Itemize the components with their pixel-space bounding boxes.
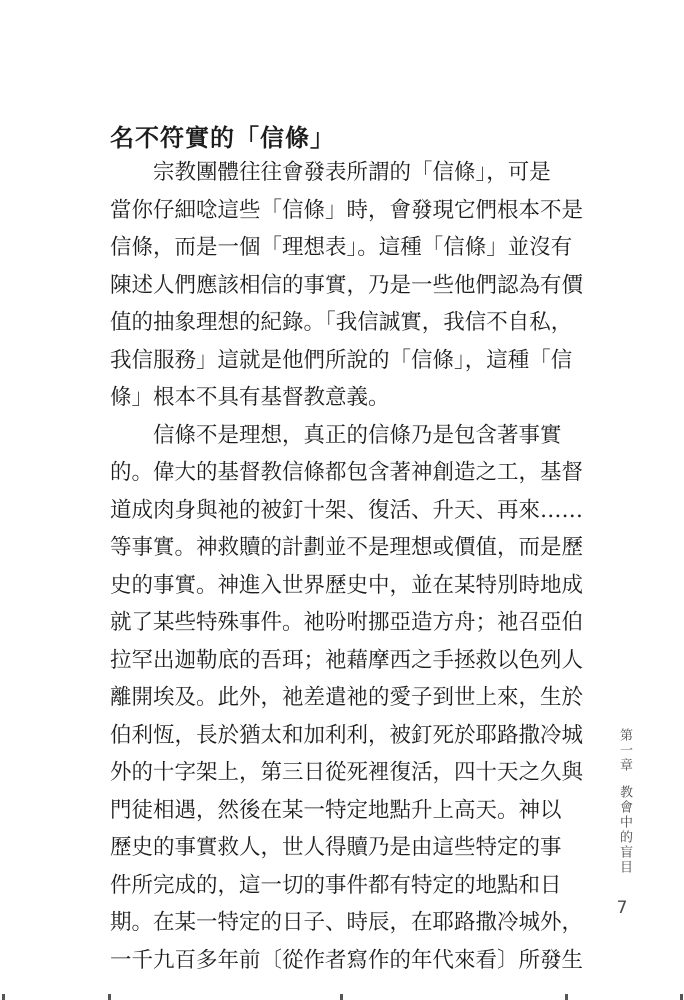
text-line: 我信服務」這就是他們所說的「信條」，這種「信 bbox=[110, 347, 573, 373]
text-line: 史的事實。神進入世界歷史中，並在某特別時地成 bbox=[110, 572, 584, 598]
page-number: 7 bbox=[616, 898, 628, 918]
side-chapter-title: 教會中的盲目 bbox=[617, 785, 632, 875]
section-heading: 名不符實的「信條」 bbox=[110, 123, 335, 152]
text-line: 期。在某一特定的日子、時辰，在耶路撒冷城外， bbox=[110, 910, 584, 935]
crop-mark bbox=[565, 994, 568, 1000]
side-running-header bbox=[615, 728, 634, 875]
crop-mark bbox=[680, 994, 683, 1000]
text-line: 條」根本不具有基督教意義。 bbox=[110, 385, 390, 410]
text-line: 陳述人們應該相信的事實，乃是一些他們認為有價 bbox=[110, 272, 584, 298]
text-line: 信條不是理想，真正的信條乃是包含著事實 bbox=[110, 422, 562, 448]
text-line: 值的抽象理想的紀錄。「我信誠實，我信不自私， bbox=[110, 310, 573, 335]
text-line: 外的十字架上，第三日從死裡復活，四十天之久與 bbox=[110, 760, 584, 785]
crop-mark bbox=[340, 994, 343, 1000]
text-line: 道成肉身與祂的被釘十架、復活、升天、再來…… bbox=[110, 497, 584, 523]
text-line: 件所完成的，這一切的事件都有特定的地點和日 bbox=[110, 872, 562, 898]
text-line: 離開埃及。此外，祂差遣祂的愛子到世上來，生於 bbox=[110, 685, 584, 710]
text-line: 宗教團體往往會發表所謂的「信條」，可是 bbox=[110, 160, 551, 185]
crop-mark bbox=[108, 994, 111, 1000]
text-line: 等事實。神救贖的計劃並不是理想或價值，而是歷 bbox=[110, 535, 584, 560]
text-line: 一千九百多年前〔從作者寫作的年代來看〕所發生 bbox=[110, 947, 584, 973]
body-text bbox=[110, 154, 584, 979]
text-line: 當你仔細唸這些「信條」時，會發現它們根本不是 bbox=[110, 197, 584, 223]
text-line: 伯利恆，長於猶太和加利利，被釘死於耶路撒冷城 bbox=[110, 722, 584, 748]
text-line: 的。偉大的基督教信條都包含著神創造之工，基督 bbox=[110, 460, 584, 485]
text-line: 拉罕出迦勒底的吾珥；祂藉摩西之手拯救以色列人 bbox=[110, 647, 584, 673]
text-line: 門徒相遇，然後在某一特定地點升上高天。神以 bbox=[110, 797, 562, 823]
text-line: 信條，而是一個「理想表」。這種「信條」並沒有 bbox=[110, 235, 573, 260]
text-line: 就了某些特殊事件。祂吩咐挪亞造方舟；祂召亞伯 bbox=[110, 610, 584, 635]
side-chapter-label: 第一章 bbox=[617, 728, 632, 773]
text-line: 歷史的事實救人，世人得贖乃是由這些特定的事 bbox=[110, 835, 562, 860]
crop-mark bbox=[2, 994, 5, 1000]
